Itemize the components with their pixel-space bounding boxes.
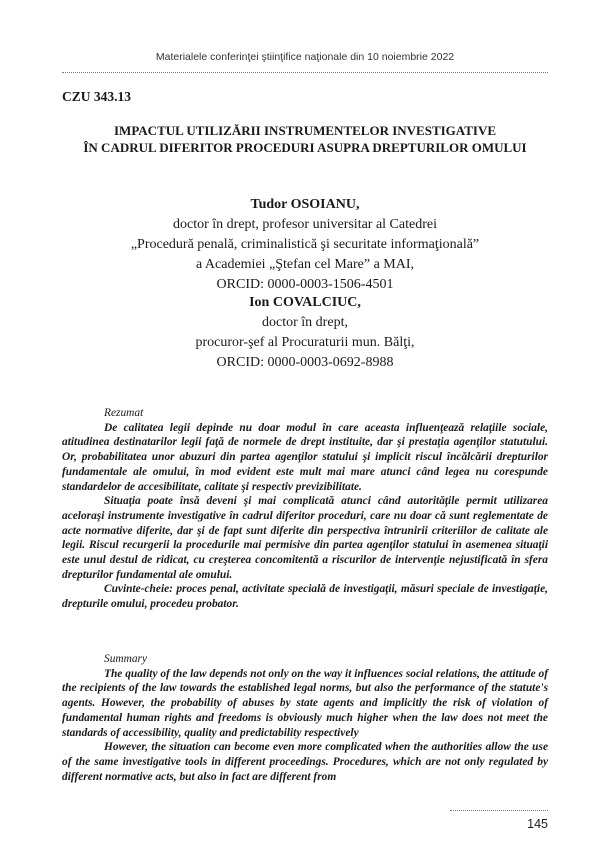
title-line-1: IMPACTUL UTILIZĂRII INSTRUMENTELOR INVESTIGATIVE <box>113 123 496 138</box>
abstract-paragraph: De calitatea legii depinde nu doar modul în care aceasta influenţează relaţiile sociale, atitudinea destinatarilor legii faţă de normele de drept instituite, dar şi prestaţia agenţilor statutului. Or, probabilitatea unor abuzuri din partea agenţilor statului şi implicit riscul încălcării drepturilor fundamentale ale omului, în mod evident este mult mai mare atunci când legea nu corespunde standardelor de accesibilitate, calitate şi respectiv previzibilitate. <box>62 421 548 493</box>
author-block-1 <box>0 195 610 295</box>
header-divider <box>62 72 548 73</box>
udc-code: CZU 343.13 <box>62 89 132 104</box>
footer-divider <box>450 810 548 811</box>
author-name: Tudor OSOIANU, <box>250 197 360 212</box>
abstract-english <box>62 652 548 784</box>
abstract-paragraph: Situaţia poate însă deveni şi mai complicată atunci când autorităţile permit utilizarea aceloraşi instrumente investigative în cadrul diferitor proceduri, care nu doar că sunt reglementate de acte normative diferite, dar şi de fapt sunt diferite din perspectiva întrunirii criteriilor de calitate ale legii. Riscul recurgerii la procedurile mai permisive din partea agenţilor statului în asemenea situaţii este unul destul de ridicat, cu creşterea concomitentă a riscurilor de intervenţie nejustificată în sfera drepturilor fundamental ale omului. <box>62 495 548 581</box>
summary-heading: Summary <box>104 653 148 665</box>
author-affiliation-line: procuror-şef al Procuraturii mun. Bălţi, <box>195 335 415 350</box>
page-number: 145 <box>527 817 548 831</box>
author-affiliation-line: doctor în drept, profesor universitar al Catedrei <box>173 217 437 232</box>
keywords: Cuvinte-cheie: proces penal, activitate specială de investigaţii, măsuri speciale de investigaţie, drepturile omului, procedeu probator. <box>62 583 548 611</box>
author-affiliation-line: doctor în drept, <box>262 315 348 330</box>
author-block-2 <box>0 293 610 373</box>
article-title <box>0 122 610 156</box>
author-orcid: ORCID: 0000-0003-0692-8988 <box>216 355 394 370</box>
author-name: Ion COVALCIUC, <box>249 295 361 310</box>
running-header: Materialele conferinţei ştiinţifice naţionale din 10 noiembrie 2022 <box>155 51 455 63</box>
title-line-2: ÎN CADRUL DIFERITOR PROCEDURI ASUPRA DREPTURILOR OMULUI <box>83 140 527 155</box>
author-affiliation-line: a Academiei „Ştefan cel Mare” a MAI, <box>195 257 415 272</box>
author-orcid: ORCID: 0000-0003-1506-4501 <box>216 277 394 292</box>
author-affiliation-line: „Procedură penală, criminalistică şi securitate informaţională” <box>130 237 480 252</box>
abstract-romanian <box>62 406 548 612</box>
summary-paragraph: However, the situation can become even more complicated when the authorities allow the use of the same investigative tools in different proceedings. Procedures, which are not only regulated by different normative acts, but also in fact are different from <box>62 741 548 783</box>
summary-paragraph: The quality of the law depends not only on the way it influences social relations, the attitude of the recipients of the law towards the established legal norms, but also the performance of the statute's agents. However, the probability of abuses by state agents and implicitly the risk of violation of fundamental human rights and freedoms is obviously much higher when the law does not meet the standards of accessibility, quality and predictability respectively <box>62 667 548 739</box>
abstract-heading: Rezumat <box>104 407 144 419</box>
